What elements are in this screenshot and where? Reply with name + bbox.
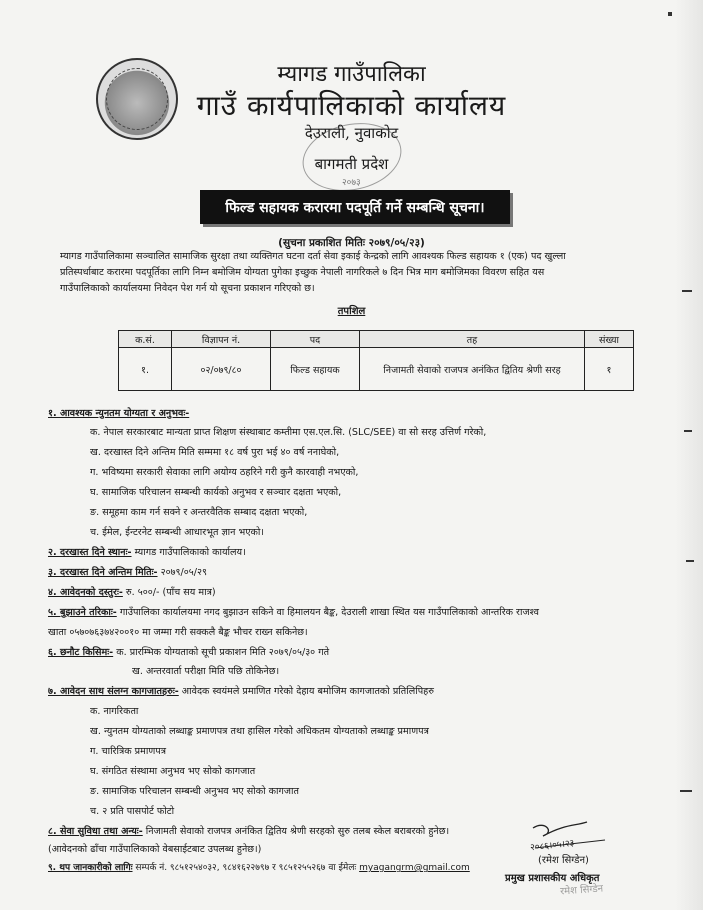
signatory-stamp: रमेश सिग्डेन bbox=[559, 883, 604, 898]
scan-speck bbox=[668, 12, 672, 16]
section-9 bbox=[48, 860, 470, 873]
document-item: ङ. सामाजिक परिचालन सम्बन्धी अनुभव भए सोको कागजात bbox=[90, 786, 299, 797]
section-6-value: क. प्रारम्भिक योग्यताको सूची प्रकाशन मिति २०७९/०५/३० गते bbox=[113, 647, 330, 658]
vacancy-table bbox=[118, 330, 634, 391]
section-5 bbox=[48, 605, 539, 618]
municipality-name: म्यागड गाउँपालिका bbox=[277, 62, 426, 87]
section-9-label: ९. थप जानकारीको लागिः bbox=[48, 863, 133, 873]
document-item: ग. चारित्रिक प्रमाणपत्र bbox=[90, 746, 167, 757]
section-8-label: ८. सेवा सुविधा तथा अन्यः- bbox=[48, 826, 143, 837]
cell-serial: १. bbox=[119, 348, 172, 391]
section-3 bbox=[48, 565, 207, 578]
section-5-value: गाउँपालिका कार्यालयमा नगद बुझाउन सकिने वा हिमालयन बैङ्क, देउराली शाखा स्थित यस गाउँपालिकाको आन्तरिक राजश्व bbox=[116, 607, 539, 618]
intro-paragraph bbox=[60, 249, 670, 297]
cell-level: निजामती सेवाको राजपत्र अनंकित द्वितिय श्रेणी सरह bbox=[360, 348, 585, 391]
section-4-label: ४. आवेदनको दस्तुरः- bbox=[48, 587, 123, 598]
section-7 bbox=[48, 684, 434, 697]
intro-line: प्रतिस्पर्धाबाट करारमा पदपूर्तिका लागि निम्न बमोजिम योग्यता पुगेका इच्छुक नेपाली नागरिकले ७ दिन भित्र माग बमोजिमका विवरण सहित यस bbox=[60, 267, 545, 278]
col-header-ad-number: विज्ञापन नं. bbox=[172, 331, 271, 348]
cell-count: १ bbox=[585, 348, 634, 391]
col-header-level: तह bbox=[360, 331, 585, 348]
cell-ad-number: ०२/०७९/८० bbox=[172, 348, 271, 391]
document-item: च. २ प्रति पासपोर्ट फोटो bbox=[90, 806, 175, 817]
document-item: क. नागरिकता bbox=[90, 706, 139, 717]
section-4-value: रु. ५००/- (पाँच सय मात्र) bbox=[122, 587, 216, 598]
qualification-item: क. नेपाल सरकारबाट मान्यता प्राप्त शिक्षण संस्थाबाट कम्तीमा एस.एल.सि. (SLC/SEE) वा सो सरह उत्तिर्ण गरेको, bbox=[90, 427, 487, 438]
section-8 bbox=[48, 824, 449, 837]
section-6-continued: ख. अन्तरवार्ता परीक्षा मिति पछि तोकिनेछ। bbox=[132, 666, 280, 677]
scan-speck bbox=[680, 790, 692, 792]
signatory-name: (रमेश सिग्डेन) bbox=[538, 855, 589, 866]
table-header-row bbox=[119, 331, 634, 348]
signature-date: २०८६।०५।२३ bbox=[529, 838, 575, 854]
office-location: देउराली, नुवाकोट bbox=[304, 124, 399, 142]
section-1-title: १. आवश्यक न्युनतम योग्यता र अनुभवः- bbox=[48, 408, 190, 419]
section-2-value: म्यागड गाउँपालिकाको कार्यालय। bbox=[131, 547, 246, 558]
qualification-item: ङ. समूहमा काम गर्न सक्ने र अन्तरवैतिक सम्बाद दक्षता भएको, bbox=[90, 507, 308, 518]
signatory-title: प्रमुख प्रशासकीय अधिकृत bbox=[505, 873, 600, 884]
section-8-note: (आवेदनको ढाँचा गाउँपालिकाको वेबसाईटबाट उपलब्ध हुनेछ।) bbox=[48, 844, 262, 855]
table-row bbox=[119, 348, 634, 391]
province-name: बागमती प्रदेश bbox=[314, 155, 389, 173]
intro-line: गाउँपालिकाको कार्यालयमा निवेदन पेश गर्न यो सूचना प्रकाशन गरिएको छ। bbox=[60, 283, 315, 294]
cell-post: फिल्ड सहायक bbox=[271, 348, 360, 391]
col-header-post: पद bbox=[271, 331, 360, 348]
document-item: ख. न्युनतम योग्यताको लब्धाङ्क प्रमाणपत्र तथा हासिल गरेको अधिकतम योग्यताको लब्धाङ्क प्रमाणपत्र bbox=[90, 726, 429, 737]
intro-line: म्यागड गाउँपालिकामा सञ्चालित सामाजिक सुरक्षा तथा व्यक्तिगत घटना दर्ता सेवा इकाई केन्द्रको लागि आवश्यक फिल्ड सहायक १ (एक) पद खुल्ला bbox=[60, 251, 566, 262]
section-6-label: ६. छनौट किसिमः- bbox=[48, 647, 114, 658]
qualification-item: च. ईमेल, ईन्टरनेट सम्बन्धी आधारभूत ज्ञान भएको। bbox=[90, 527, 265, 538]
document-item: घ. संगठित संस्थामा अनुभव भए सोको कागजात bbox=[90, 766, 256, 777]
section-9-value: सम्पर्क नं. ९८५१२५४०३२, ९८४१६२२७९७ र ९८५१२५५२६७ वा ईमेलः bbox=[132, 863, 357, 873]
section-5-continued: खाता ०५७०७६३७४२००१० मा जम्मा गरी सक्कलै बैङ्क भौचर राख्न सकिनेछ। bbox=[48, 627, 308, 638]
publication-date: (सुचना प्रकाशित मितिः २०७९/०५/२३) bbox=[278, 237, 425, 249]
scan-speck bbox=[684, 430, 692, 432]
office-name: गाउँ कार्यपालिकाको कार्यालय bbox=[196, 89, 507, 122]
schedule-title: तपशिल bbox=[337, 306, 366, 317]
col-header-count: संख्या bbox=[585, 331, 634, 348]
section-3-label: ३. दरखास्त दिने अन्तिम मितिः- bbox=[48, 567, 158, 578]
qualification-item: ख. दरखास्त दिने अन्तिम मिति सम्ममा १८ वर्ष पुरा भई ४० वर्ष ननाघेको, bbox=[90, 447, 340, 458]
section-2 bbox=[48, 545, 246, 558]
contact-email-link[interactable]: myagangrm@gmail.com bbox=[359, 863, 470, 873]
scan-speck bbox=[682, 290, 692, 292]
scan-speck bbox=[686, 560, 694, 562]
section-8-value: निजामती सेवाको राजपत्र अनंकित द्वितिय श्रेणी सरहको सुरु तलब स्केल बराबरको हुनेछ। bbox=[142, 826, 450, 837]
seal-year: २०७३ bbox=[342, 178, 361, 188]
section-7-value: आवेदक स्वयंमले प्रमाणित गरेको देहाय बमोजिम कागजातको प्रतिलिपिहरु bbox=[178, 686, 434, 697]
section-6 bbox=[48, 645, 329, 658]
col-header-serial: क.सं. bbox=[119, 331, 172, 348]
section-3-value: २०७९/०५/२९ bbox=[157, 567, 207, 578]
section-7-label: ७. आवेदन साथ संलग्न कागजातहरुः- bbox=[48, 686, 179, 697]
notice-title-banner: फिल्ड सहायक करारमा पदपूर्ति गर्ने सम्बन्धि सूचना। bbox=[200, 190, 510, 224]
section-4 bbox=[48, 585, 216, 598]
qualification-item: घ. सामाजिक परिचालन सम्बन्धी कार्यको अनुभव र सञ्चार दक्षता भएको, bbox=[90, 487, 342, 498]
section-5-label: ५. बुझाउने तरिकाः- bbox=[48, 607, 117, 618]
section-2-label: २. दरखास्त दिने स्थानः- bbox=[48, 547, 132, 558]
qualification-item: ग. भविष्यमा सरकारी सेवाका लागि अयोग्य ठहरिने गरी कुनै कारवाही नभएको, bbox=[90, 467, 359, 478]
